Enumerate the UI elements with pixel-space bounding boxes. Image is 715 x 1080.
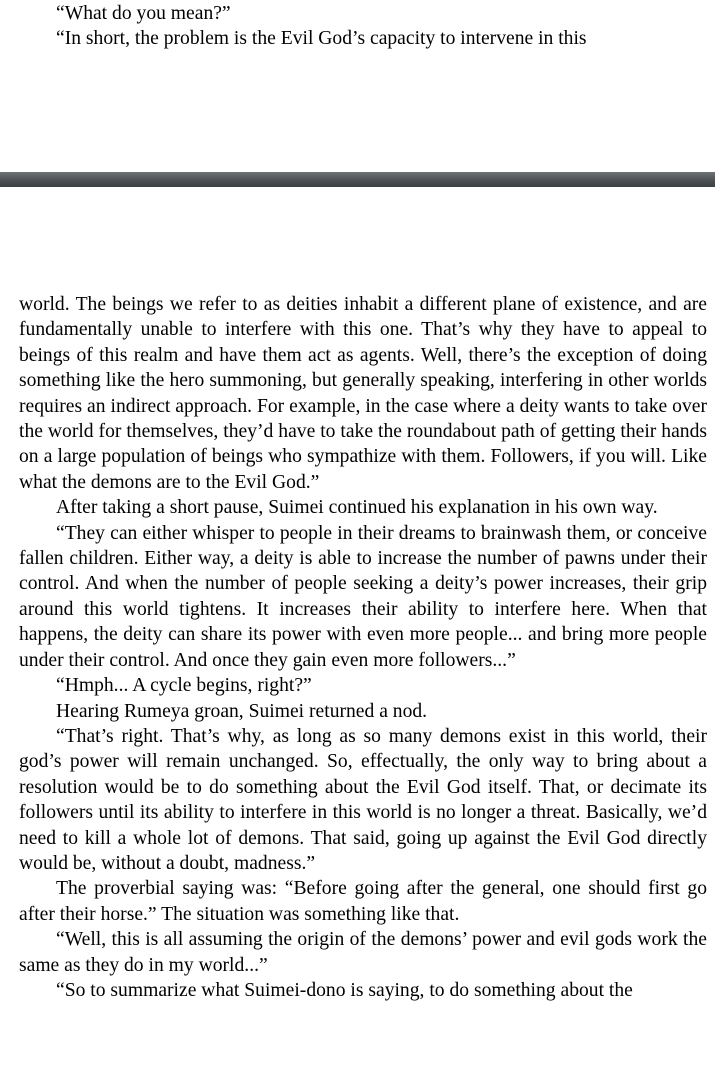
- paragraph: “Well, this is all assuming the origin of the demons’ power and evil gods work the same as they do in my world...”: [19, 929, 707, 976]
- paragraph: After taking a short pause, Suimei continued his explanation in his own way.: [56, 497, 658, 519]
- paragraph: “So to summarize what Suimei-dono is saying, to do something about the: [56, 979, 633, 1001]
- paragraph: “What do you mean?”: [56, 3, 231, 24]
- page-top: [0, 0, 715, 172]
- page-divider: [0, 172, 715, 187]
- paragraph: “That’s right. That’s why, as long as so many demons exist in this world, their god’s power will remain unchanged. So, effectually, the only way to bring about a resolution would be to do something about the Evil God itself. That, or decimate its followers until its ability to interfere in this world is no longer a threat. Basically, we’d need to kill a whole lot of demons. That said, going up against the Evil God directly would be, without a doubt, madness.”: [19, 725, 707, 874]
- page-bottom-text: [19, 292, 707, 1003]
- page-top-text: [19, 1, 707, 52]
- page-bottom: [0, 187, 715, 1080]
- paragraph: “They can either whisper to people in their dreams to brainwash them, or conceive fallen children. Either way, a deity is able to increase the number of pawns under their control. And when the number of people seeking a deity’s power increases, their grip around this world tightens. It increases their ability to interfere here. When that happens, the deity can share its power with even more people... and bring more people under their control. And once they gain even more followers...”: [19, 522, 707, 671]
- paragraph: “In short, the problem is the Evil God’s capacity to intervene in this: [56, 28, 587, 50]
- paragraph: world. The beings we refer to as deities inhabit a different plane of existence, and are fundamentally unable to interfere with this one. That’s why they have to appeal to beings of this realm and have them act as agents. Well, there’s the exception of doing something like the hero summoning, but generally speaking, interfering in other worlds requires an indirect approach. For example, in the case where a deity wants to take over the world for themselves, they’d have to take the roundabout path of getting their hands on a large population of beings who sympathize with them. Followers, if you will. Like what the demons are to the Evil God.”: [19, 294, 707, 493]
- paragraph: “Hmph... A cycle begins, right?”: [56, 675, 312, 697]
- paragraph: The proverbial saying was: “Before going after the general, one should first go after their horse.” The situation was something like that.: [19, 878, 707, 925]
- paragraph: Hearing Rumeya groan, Suimei returned a nod.: [56, 700, 428, 722]
